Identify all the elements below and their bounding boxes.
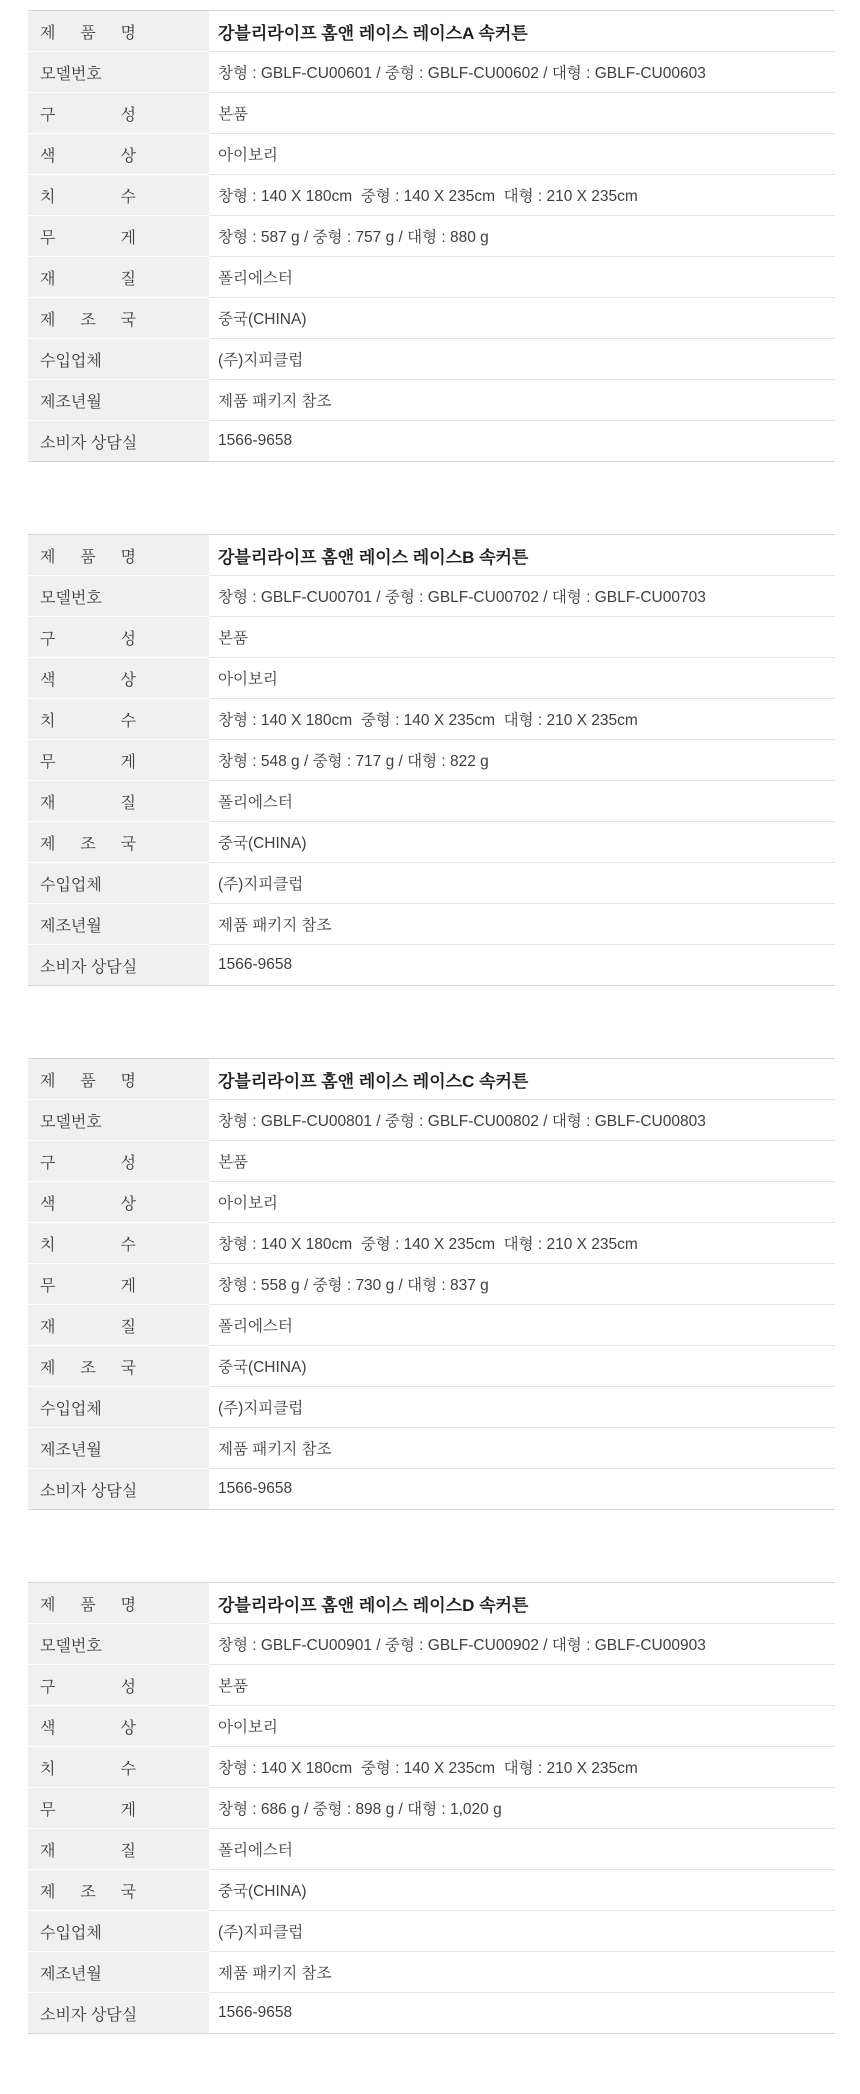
spec-row-importer (28, 863, 835, 904)
row-label-text: 무 게 (40, 1801, 136, 1819)
row-label-material (28, 1305, 209, 1346)
spec-row-size (28, 175, 835, 216)
row-label-text: 구 성 (40, 106, 136, 124)
spec-row-color (28, 1182, 835, 1223)
spec-row-color (28, 658, 835, 699)
material-value: 폴리에스터 (209, 781, 835, 822)
origin-country-value: 중국(CHINA) (209, 298, 835, 339)
spec-row-material (28, 1829, 835, 1870)
row-label-manufacture-date (28, 1428, 209, 1469)
color-value: 아이보리 (209, 1182, 835, 1223)
row-label-text: 치 수 (40, 1760, 136, 1778)
spec-row-material (28, 257, 835, 298)
manufacture-date-value: 제품 패키지 참조 (209, 904, 835, 945)
size-value: 창형 : 140 X 180cm 중형 : 140 X 235cm 대형 : 210 X 235cm (209, 1747, 835, 1788)
manufacture-date-value: 제품 패키지 참조 (209, 1428, 835, 1469)
row-label-origin-country (28, 298, 209, 339)
row-label-material (28, 257, 209, 298)
row-label-material (28, 1829, 209, 1870)
row-label-text: 제 품 명 (40, 24, 136, 42)
spec-row-origin-country (28, 298, 835, 339)
row-label-product-name (28, 1583, 209, 1624)
row-label-composition (28, 617, 209, 658)
spec-tables-container (28, 10, 835, 2034)
row-label-text: 재 질 (40, 794, 136, 812)
row-label-text: 치 수 (40, 188, 136, 206)
color-value: 아이보리 (209, 134, 835, 175)
row-label-text: 제조년월 (40, 917, 102, 935)
row-label-text: 제조년월 (40, 1965, 102, 1983)
model-number-value: 창형 : GBLF-CU00701 / 중형 : GBLF-CU00702 / 대형 : GBLF-CU00703 (209, 576, 835, 617)
row-label-customer-service (28, 1993, 209, 2034)
row-label-composition (28, 1665, 209, 1706)
row-label-text: 재 질 (40, 1842, 136, 1860)
row-label-manufacture-date (28, 904, 209, 945)
row-label-weight (28, 216, 209, 257)
row-label-text: 제조년월 (40, 1441, 102, 1459)
spec-row-weight (28, 740, 835, 781)
spec-row-weight (28, 1788, 835, 1829)
row-label-text: 제 조 국 (40, 1359, 136, 1377)
spec-row-manufacture-date (28, 1952, 835, 1993)
row-label-text: 모델번호 (40, 1637, 102, 1655)
spec-row-customer-service (28, 1469, 835, 1510)
color-value: 아이보리 (209, 1706, 835, 1747)
product-spec-table (28, 534, 835, 986)
spec-row-product-name (28, 1059, 835, 1100)
composition-value: 본품 (209, 1141, 835, 1182)
row-label-product-name (28, 11, 209, 52)
composition-value: 본품 (209, 1665, 835, 1706)
row-label-color (28, 658, 209, 699)
row-label-text: 구 성 (40, 1154, 136, 1172)
weight-value: 창형 : 548 g / 중형 : 717 g / 대형 : 822 g (209, 740, 835, 781)
row-label-text: 무 게 (40, 753, 136, 771)
row-label-text: 소비자 상담실 (40, 2006, 138, 2024)
row-label-text: 무 게 (40, 1277, 136, 1295)
spec-row-weight (28, 216, 835, 257)
customer-service-value: 1566-9658 (209, 945, 835, 986)
row-label-origin-country (28, 822, 209, 863)
spec-row-model-number (28, 1100, 835, 1141)
row-label-weight (28, 740, 209, 781)
spec-row-manufacture-date (28, 904, 835, 945)
row-label-text: 모델번호 (40, 1113, 102, 1131)
row-label-text: 제 품 명 (40, 1596, 136, 1614)
spec-row-model-number (28, 1624, 835, 1665)
weight-value: 창형 : 558 g / 중형 : 730 g / 대형 : 837 g (209, 1264, 835, 1305)
spec-row-customer-service (28, 945, 835, 986)
importer-value: (주)지피클럽 (209, 1911, 835, 1952)
spec-row-color (28, 134, 835, 175)
row-label-importer (28, 863, 209, 904)
spec-row-origin-country (28, 1870, 835, 1911)
row-label-composition (28, 93, 209, 134)
row-label-text: 제 조 국 (40, 1883, 136, 1901)
row-label-text: 색 상 (40, 147, 136, 165)
row-label-product-name (28, 1059, 209, 1100)
spec-row-weight (28, 1264, 835, 1305)
row-label-model-number (28, 1100, 209, 1141)
spec-row-color (28, 1706, 835, 1747)
spec-row-importer (28, 1911, 835, 1952)
row-label-size (28, 699, 209, 740)
row-label-product-name (28, 535, 209, 576)
customer-service-value: 1566-9658 (209, 421, 835, 462)
row-label-size (28, 1223, 209, 1264)
spec-row-composition (28, 1665, 835, 1706)
row-label-color (28, 134, 209, 175)
customer-service-value: 1566-9658 (209, 1469, 835, 1510)
color-value: 아이보리 (209, 658, 835, 699)
row-label-weight (28, 1264, 209, 1305)
row-label-customer-service (28, 421, 209, 462)
origin-country-value: 중국(CHINA) (209, 1346, 835, 1387)
spec-row-manufacture-date (28, 1428, 835, 1469)
manufacture-date-value: 제품 패키지 참조 (209, 380, 835, 421)
weight-value: 창형 : 587 g / 중형 : 757 g / 대형 : 880 g (209, 216, 835, 257)
spec-row-manufacture-date (28, 380, 835, 421)
spec-row-product-name (28, 1583, 835, 1624)
row-label-composition (28, 1141, 209, 1182)
product-name-value: 강블리라이프 홈앤 레이스 레이스B 속커튼 (209, 535, 835, 576)
manufacture-date-value: 제품 패키지 참조 (209, 1952, 835, 1993)
row-label-weight (28, 1788, 209, 1829)
spec-row-product-name (28, 535, 835, 576)
spec-row-size (28, 699, 835, 740)
spec-row-origin-country (28, 1346, 835, 1387)
spec-row-importer (28, 339, 835, 380)
row-label-text: 재 질 (40, 1318, 136, 1336)
row-label-text: 제 조 국 (40, 835, 136, 853)
row-label-text: 제 품 명 (40, 1072, 136, 1090)
spec-row-product-name (28, 11, 835, 52)
row-label-text: 수입업체 (40, 1400, 102, 1418)
row-label-text: 소비자 상담실 (40, 1482, 138, 1500)
spec-row-customer-service (28, 421, 835, 462)
product-name-value: 강블리라이프 홈앤 레이스 레이스A 속커튼 (209, 11, 835, 52)
importer-value: (주)지피클럽 (209, 1387, 835, 1428)
product-spec-table (28, 10, 835, 462)
row-label-model-number (28, 1624, 209, 1665)
spec-row-material (28, 781, 835, 822)
row-label-material (28, 781, 209, 822)
row-label-importer (28, 1911, 209, 1952)
row-label-size (28, 175, 209, 216)
composition-value: 본품 (209, 617, 835, 658)
row-label-text: 제 품 명 (40, 548, 136, 566)
material-value: 폴리에스터 (209, 1305, 835, 1346)
row-label-text: 재 질 (40, 270, 136, 288)
row-label-size (28, 1747, 209, 1788)
row-label-customer-service (28, 1469, 209, 1510)
size-value: 창형 : 140 X 180cm 중형 : 140 X 235cm 대형 : 210 X 235cm (209, 175, 835, 216)
product-name-value: 강블리라이프 홈앤 레이스 레이스C 속커튼 (209, 1059, 835, 1100)
material-value: 폴리에스터 (209, 257, 835, 298)
model-number-value: 창형 : GBLF-CU00801 / 중형 : GBLF-CU00802 / 대형 : GBLF-CU00803 (209, 1100, 835, 1141)
row-label-importer (28, 1387, 209, 1428)
row-label-text: 수입업체 (40, 352, 102, 370)
size-value: 창형 : 140 X 180cm 중형 : 140 X 235cm 대형 : 210 X 235cm (209, 1223, 835, 1264)
row-label-origin-country (28, 1346, 209, 1387)
row-label-text: 소비자 상담실 (40, 434, 138, 452)
spec-row-model-number (28, 576, 835, 617)
row-label-text: 색 상 (40, 1719, 136, 1737)
composition-value: 본품 (209, 93, 835, 134)
product-spec-table (28, 1058, 835, 1510)
spec-row-customer-service (28, 1993, 835, 2034)
row-label-customer-service (28, 945, 209, 986)
material-value: 폴리에스터 (209, 1829, 835, 1870)
row-label-text: 소비자 상담실 (40, 958, 138, 976)
spec-row-composition (28, 1141, 835, 1182)
spec-row-size (28, 1747, 835, 1788)
spec-row-material (28, 1305, 835, 1346)
row-label-text: 색 상 (40, 671, 136, 689)
row-label-text: 제 조 국 (40, 311, 136, 329)
spec-row-model-number (28, 52, 835, 93)
row-label-importer (28, 339, 209, 380)
row-label-model-number (28, 52, 209, 93)
origin-country-value: 중국(CHINA) (209, 822, 835, 863)
row-label-text: 수입업체 (40, 1924, 102, 1942)
weight-value: 창형 : 686 g / 중형 : 898 g / 대형 : 1,020 g (209, 1788, 835, 1829)
row-label-origin-country (28, 1870, 209, 1911)
model-number-value: 창형 : GBLF-CU00601 / 중형 : GBLF-CU00602 / 대형 : GBLF-CU00603 (209, 52, 835, 93)
spec-row-composition (28, 93, 835, 134)
row-label-text: 수입업체 (40, 876, 102, 894)
importer-value: (주)지피클럽 (209, 339, 835, 380)
row-label-text: 색 상 (40, 1195, 136, 1213)
row-label-text: 구 성 (40, 1678, 136, 1696)
customer-service-value: 1566-9658 (209, 1993, 835, 2034)
size-value: 창형 : 140 X 180cm 중형 : 140 X 235cm 대형 : 210 X 235cm (209, 699, 835, 740)
row-label-text: 치 수 (40, 1236, 136, 1254)
row-label-model-number (28, 576, 209, 617)
spec-row-importer (28, 1387, 835, 1428)
row-label-text: 구 성 (40, 630, 136, 648)
row-label-manufacture-date (28, 1952, 209, 1993)
importer-value: (주)지피클럽 (209, 863, 835, 904)
row-label-color (28, 1706, 209, 1747)
row-label-text: 치 수 (40, 712, 136, 730)
origin-country-value: 중국(CHINA) (209, 1870, 835, 1911)
product-name-value: 강블리라이프 홈앤 레이스 레이스D 속커튼 (209, 1583, 835, 1624)
product-spec-table (28, 1582, 835, 2034)
row-label-text: 제조년월 (40, 393, 102, 411)
row-label-manufacture-date (28, 380, 209, 421)
row-label-text: 모델번호 (40, 65, 102, 83)
row-label-color (28, 1182, 209, 1223)
row-label-text: 모델번호 (40, 589, 102, 607)
row-label-text: 무 게 (40, 229, 136, 247)
spec-row-size (28, 1223, 835, 1264)
model-number-value: 창형 : GBLF-CU00901 / 중형 : GBLF-CU00902 / 대형 : GBLF-CU00903 (209, 1624, 835, 1665)
spec-row-composition (28, 617, 835, 658)
spec-row-origin-country (28, 822, 835, 863)
